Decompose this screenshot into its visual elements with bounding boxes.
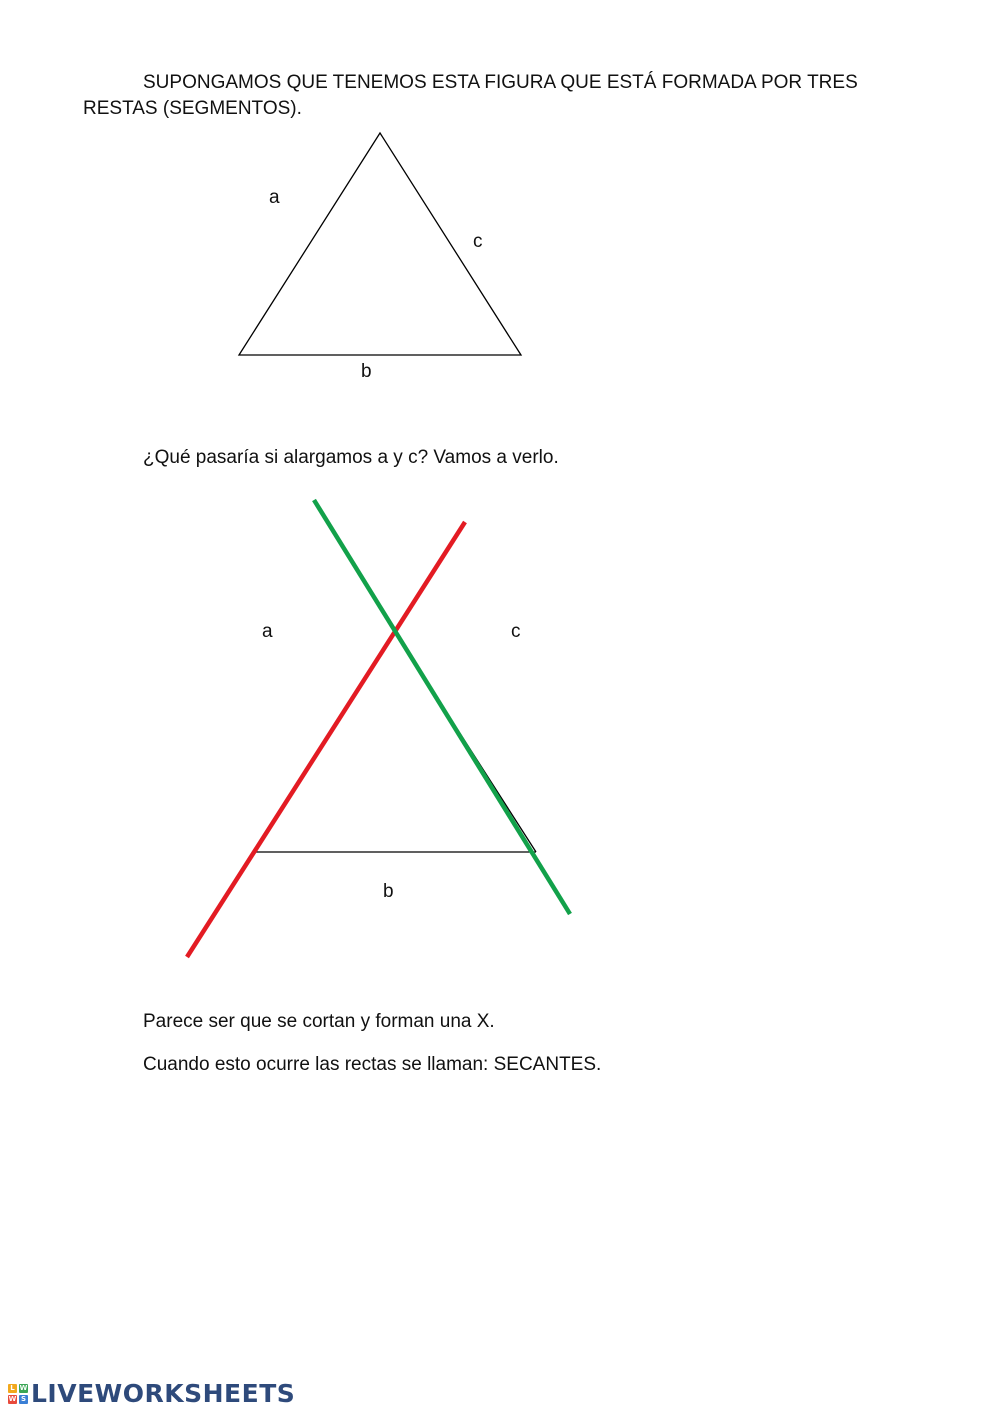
result-text: Parece ser que se cortan y forman una X. [143, 1011, 495, 1032]
logo-square: S [20, 1394, 27, 1403]
logo-square: W [19, 1383, 28, 1392]
question-text: ¿Qué pasaría si alargamos a y c? Vamos a verlo. [143, 447, 559, 468]
lines-label-c: c [511, 621, 521, 642]
logo-square: W [8, 1394, 17, 1403]
intro-text: SUPONGAMOS QUE TENEMOS ESTA FIGURA QUE ESTÁ FORMADA POR TRES RESTAS (SEGMENTOS). [83, 72, 858, 119]
logo-square: L [8, 1384, 17, 1393]
logo-squares-icon [8, 1384, 28, 1404]
logo-brand-text: LIVEWORKSHEETS [31, 1379, 296, 1408]
liveworksheets-logo[interactable] [8, 1379, 295, 1408]
conclusion-text: Cuando esto ocurre las rectas se llaman: SECANTES. [143, 1054, 602, 1075]
lines-label-a: a [262, 621, 273, 642]
triangle-label-a: a [269, 187, 280, 208]
triangle-label-c: c [473, 231, 483, 252]
lines-label-b: b [383, 881, 394, 902]
line-a-extended [187, 522, 465, 957]
triangle-label-b: b [361, 361, 372, 382]
